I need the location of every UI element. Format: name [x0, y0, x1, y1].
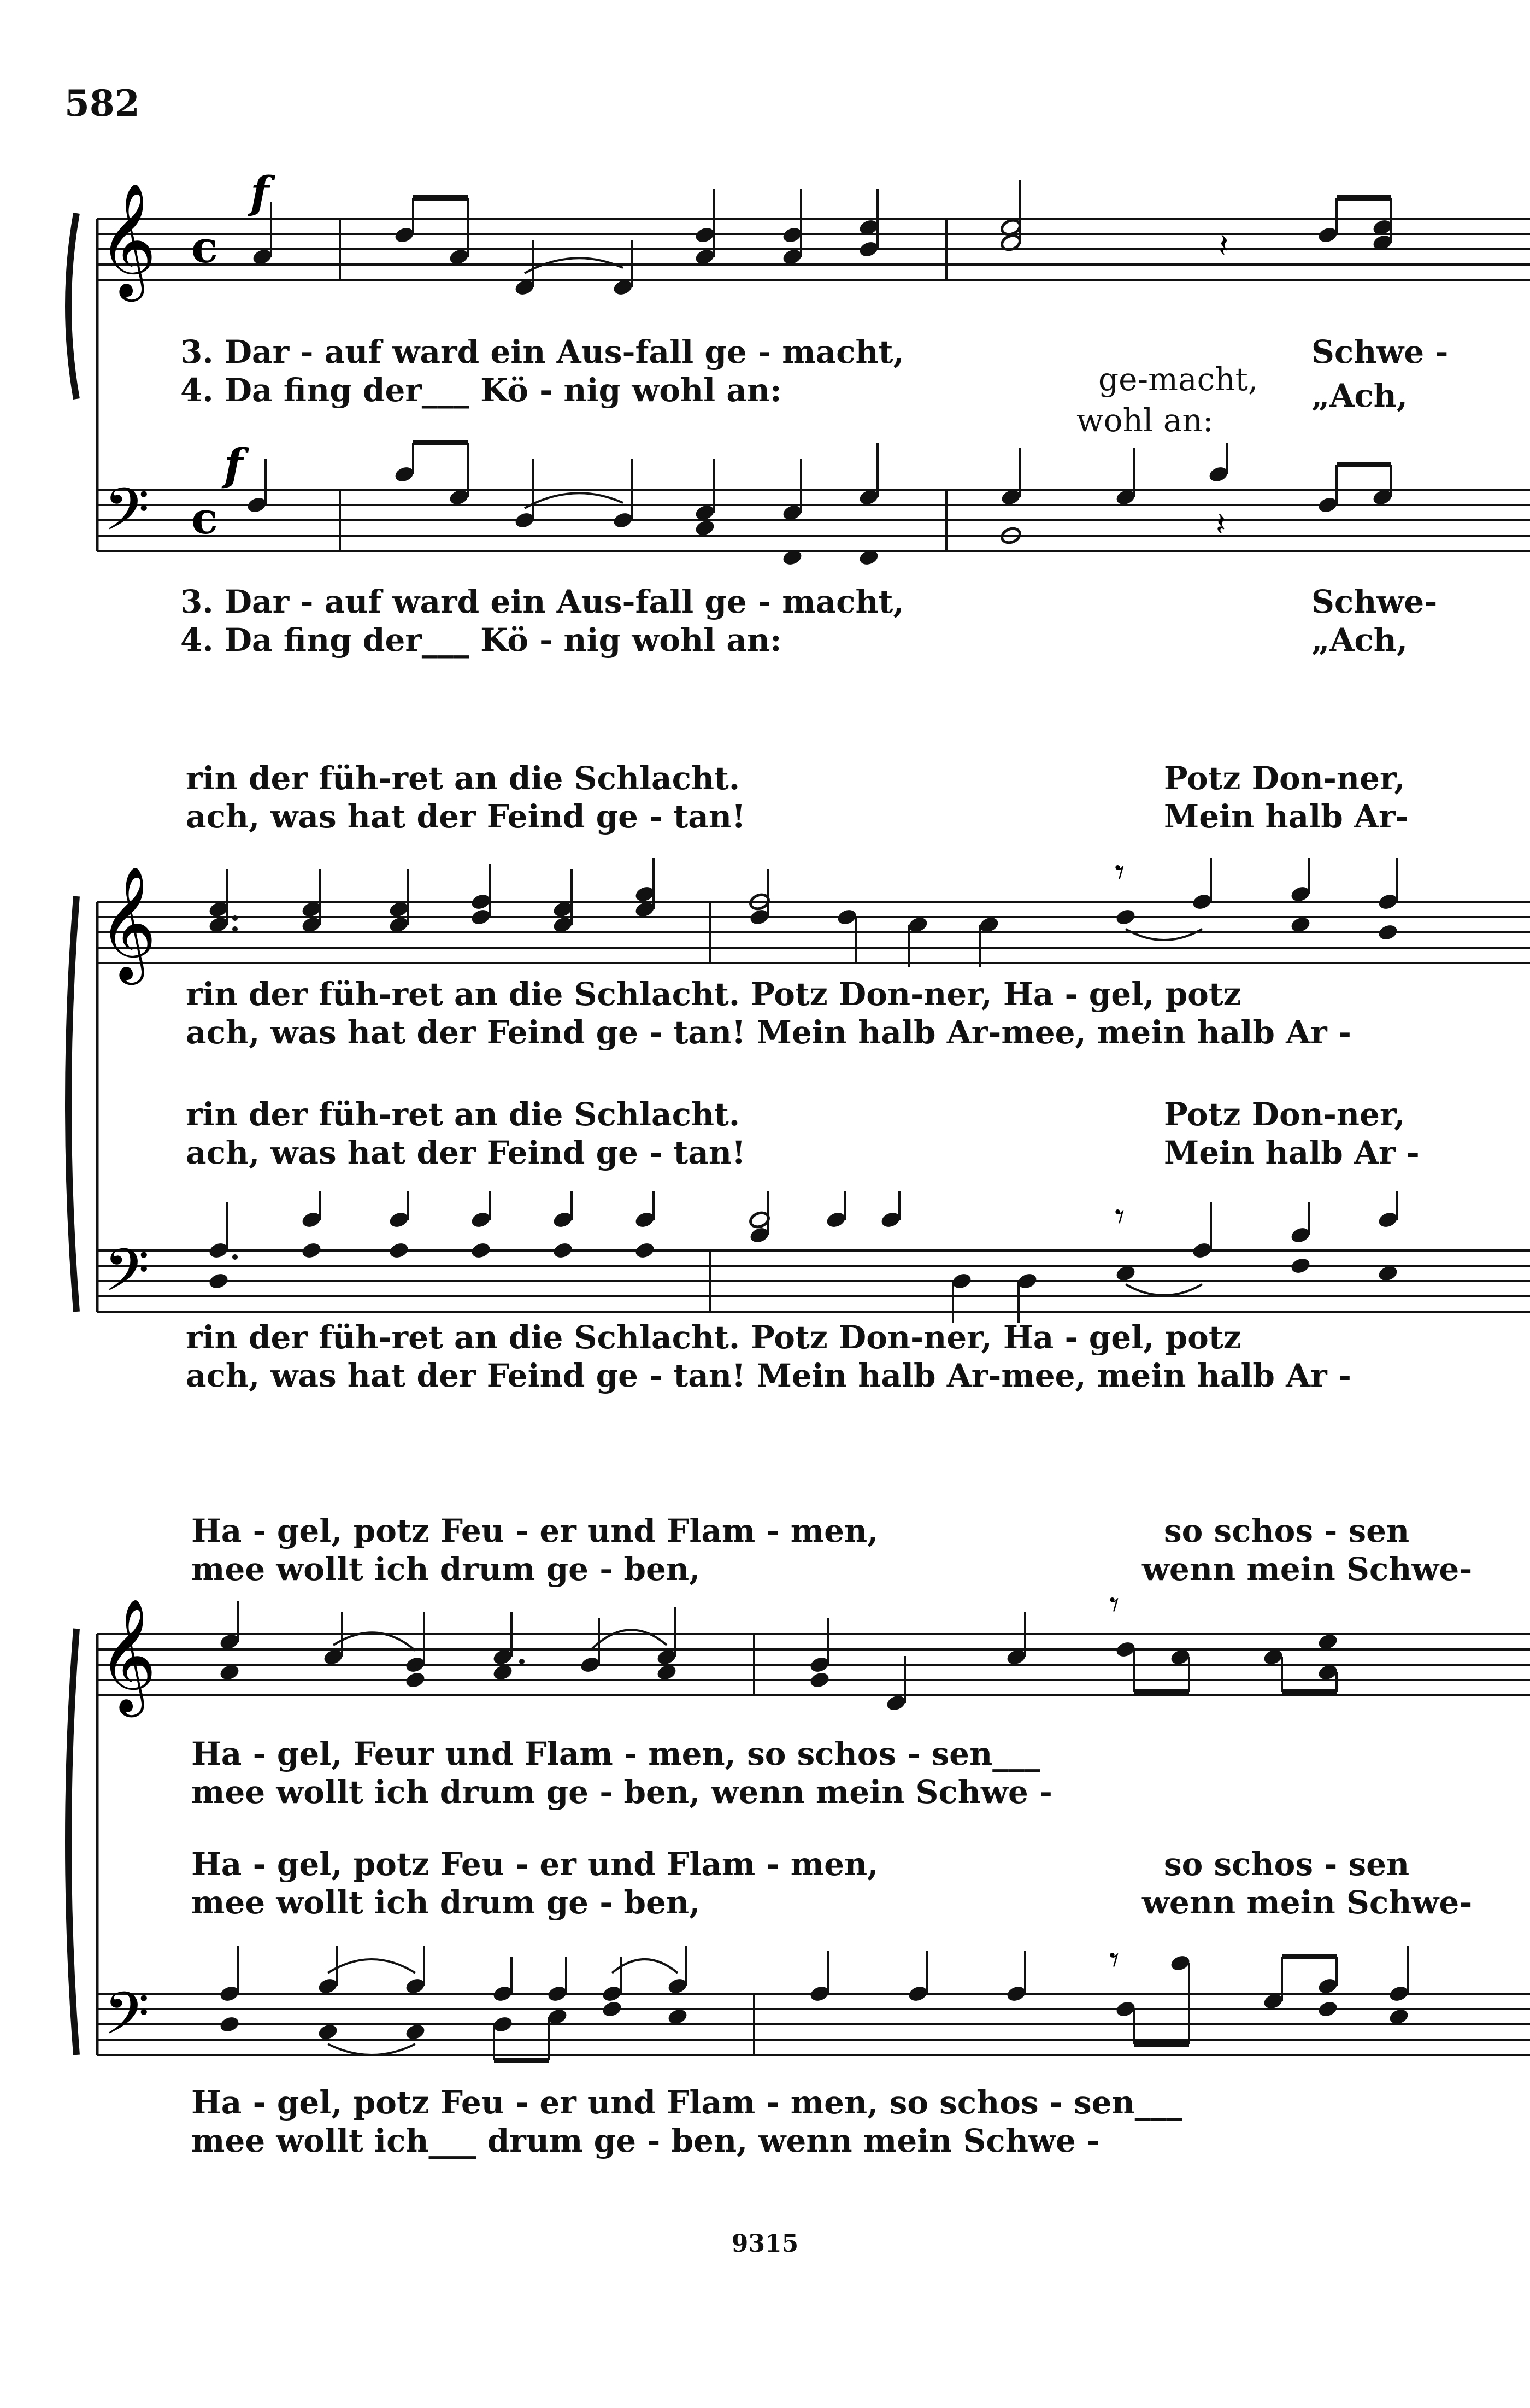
s1-treble-lyric-v3-end: Schwe -	[1311, 333, 1449, 371]
treble-clef-icon-2: 𝄞	[98, 866, 157, 980]
s2-top-lyric-2: ach, was hat der Feind ge - tan!	[186, 798, 746, 835]
dynamic-treble: f	[250, 167, 269, 218]
bass-clef-icon-3: 𝄢	[104, 1979, 150, 2062]
page-number: 582	[64, 82, 140, 125]
s3-mid-lyric-2: mee wollt ich drum ge - ben,	[191, 1884, 701, 1921]
s2-treble-lyric-2: ach, was hat der Feind ge - tan! Mein halb Ar-mee, mein halb Ar -	[186, 1014, 1351, 1051]
s1-bass-lyric-v4: 4. Da fing der___ Kö - nig wohl an:	[180, 621, 782, 659]
s2-mid-lyric-2: ach, was hat der Feind ge - tan!	[186, 1134, 746, 1171]
bass-clef-icon: 𝄢	[104, 475, 150, 558]
s1-treble-lyric-v3: 3. Dar - auf ward ein Aus-fall ge - macht,	[180, 333, 904, 371]
s2-mid-lyric-3: Potz Don-ner,	[1164, 1096, 1405, 1133]
treble-clef-icon-3: 𝄞	[98, 1598, 157, 1712]
s2-bass-lyric-1: rin der füh-ret an die Schlacht. Potz Don-ner, Ha - gel, potz	[186, 1319, 1241, 1356]
meter-treble: c	[191, 221, 218, 273]
s1-bass-lyric-v3: 3. Dar - auf ward ein Aus-fall ge - macht,	[180, 583, 904, 620]
system-2	[68, 850, 1530, 1323]
s3-treble-lyric-1: Ha - gel, Feur und Flam - men, so schos - sen___	[191, 1735, 1040, 1772]
s2-top-lyric-1: rin der füh-ret an die Schlacht.	[186, 760, 740, 797]
svg-text:𝄾: 𝄾	[1115, 850, 1125, 895]
treble-clef-icon: 𝄞	[98, 183, 157, 297]
s3-top-lyric-1: Ha - gel, potz Feu - er und Flam - men,	[191, 1512, 879, 1549]
s2-treble-lyric-1: rin der füh-ret an die Schlacht. Potz Don-ner, Ha - gel, potz	[186, 976, 1241, 1013]
s3-top-lyric-3: so schos - sen	[1164, 1512, 1410, 1549]
s3-treble-lyric-2: mee wollt ich drum ge - ben, wenn mein Schwe -	[191, 1773, 1052, 1811]
svg-text:𝄽: 𝄽	[1216, 506, 1226, 544]
dynamic-bass: f	[224, 439, 243, 490]
catalog-number: 9315	[731, 2230, 799, 2258]
svg-text:𝄾: 𝄾	[1109, 1937, 1120, 1982]
bass-clef-icon-2: 𝄢	[104, 1236, 150, 1319]
s2-top-lyric-4: Mein halb Ar-	[1164, 798, 1409, 835]
s3-mid-lyric-3: so schos - sen	[1164, 1846, 1410, 1883]
s2-mid-lyric-1: rin der füh-ret an die Schlacht.	[186, 1096, 740, 1133]
s3-top-lyric-2: mee wollt ich drum ge - ben,	[191, 1550, 701, 1588]
s1-treble-lyric-alt-2: wohl an:	[1076, 402, 1214, 439]
s3-bass-lyric-1: Ha - gel, potz Feu - er und Flam - men, so schos - sen___	[191, 2084, 1182, 2121]
s2-bass-lyric-2: ach, was hat der Feind ge - tan! Mein halb Ar-mee, mein halb Ar -	[186, 1357, 1351, 1394]
s1-treble-lyric-v4: 4. Da fing der___ Kö - nig wohl an:	[180, 372, 782, 409]
s3-top-lyric-4: wenn mein Schwe-	[1142, 1550, 1473, 1588]
svg-text:𝄾: 𝄾	[1109, 1582, 1120, 1627]
system-3	[68, 1582, 1530, 2062]
s1-treble-lyric-alt-1: ge-macht,	[1098, 361, 1258, 398]
svg-text:𝄽: 𝄽	[1219, 227, 1229, 265]
meter-bass: c	[191, 492, 218, 544]
s3-bass-lyric-2: mee wollt ich___ drum ge - ben, wenn mein Schwe -	[191, 2122, 1100, 2159]
s2-mid-lyric-4: Mein halb Ar -	[1164, 1134, 1420, 1171]
s3-mid-lyric-1: Ha - gel, potz Feu - er und Flam - men,	[191, 1846, 879, 1883]
s1-bass-lyric-v3-end: Schwe-	[1311, 583, 1438, 620]
s1-bass-lyric-v4-end: „Ach,	[1311, 621, 1408, 659]
s2-top-lyric-3: Potz Don-ner,	[1164, 760, 1405, 797]
s3-mid-lyric-4: wenn mein Schwe-	[1142, 1884, 1473, 1921]
s1-treble-lyric-v4-end: „Ach,	[1311, 377, 1408, 414]
svg-text:𝄾: 𝄾	[1115, 1194, 1125, 1239]
